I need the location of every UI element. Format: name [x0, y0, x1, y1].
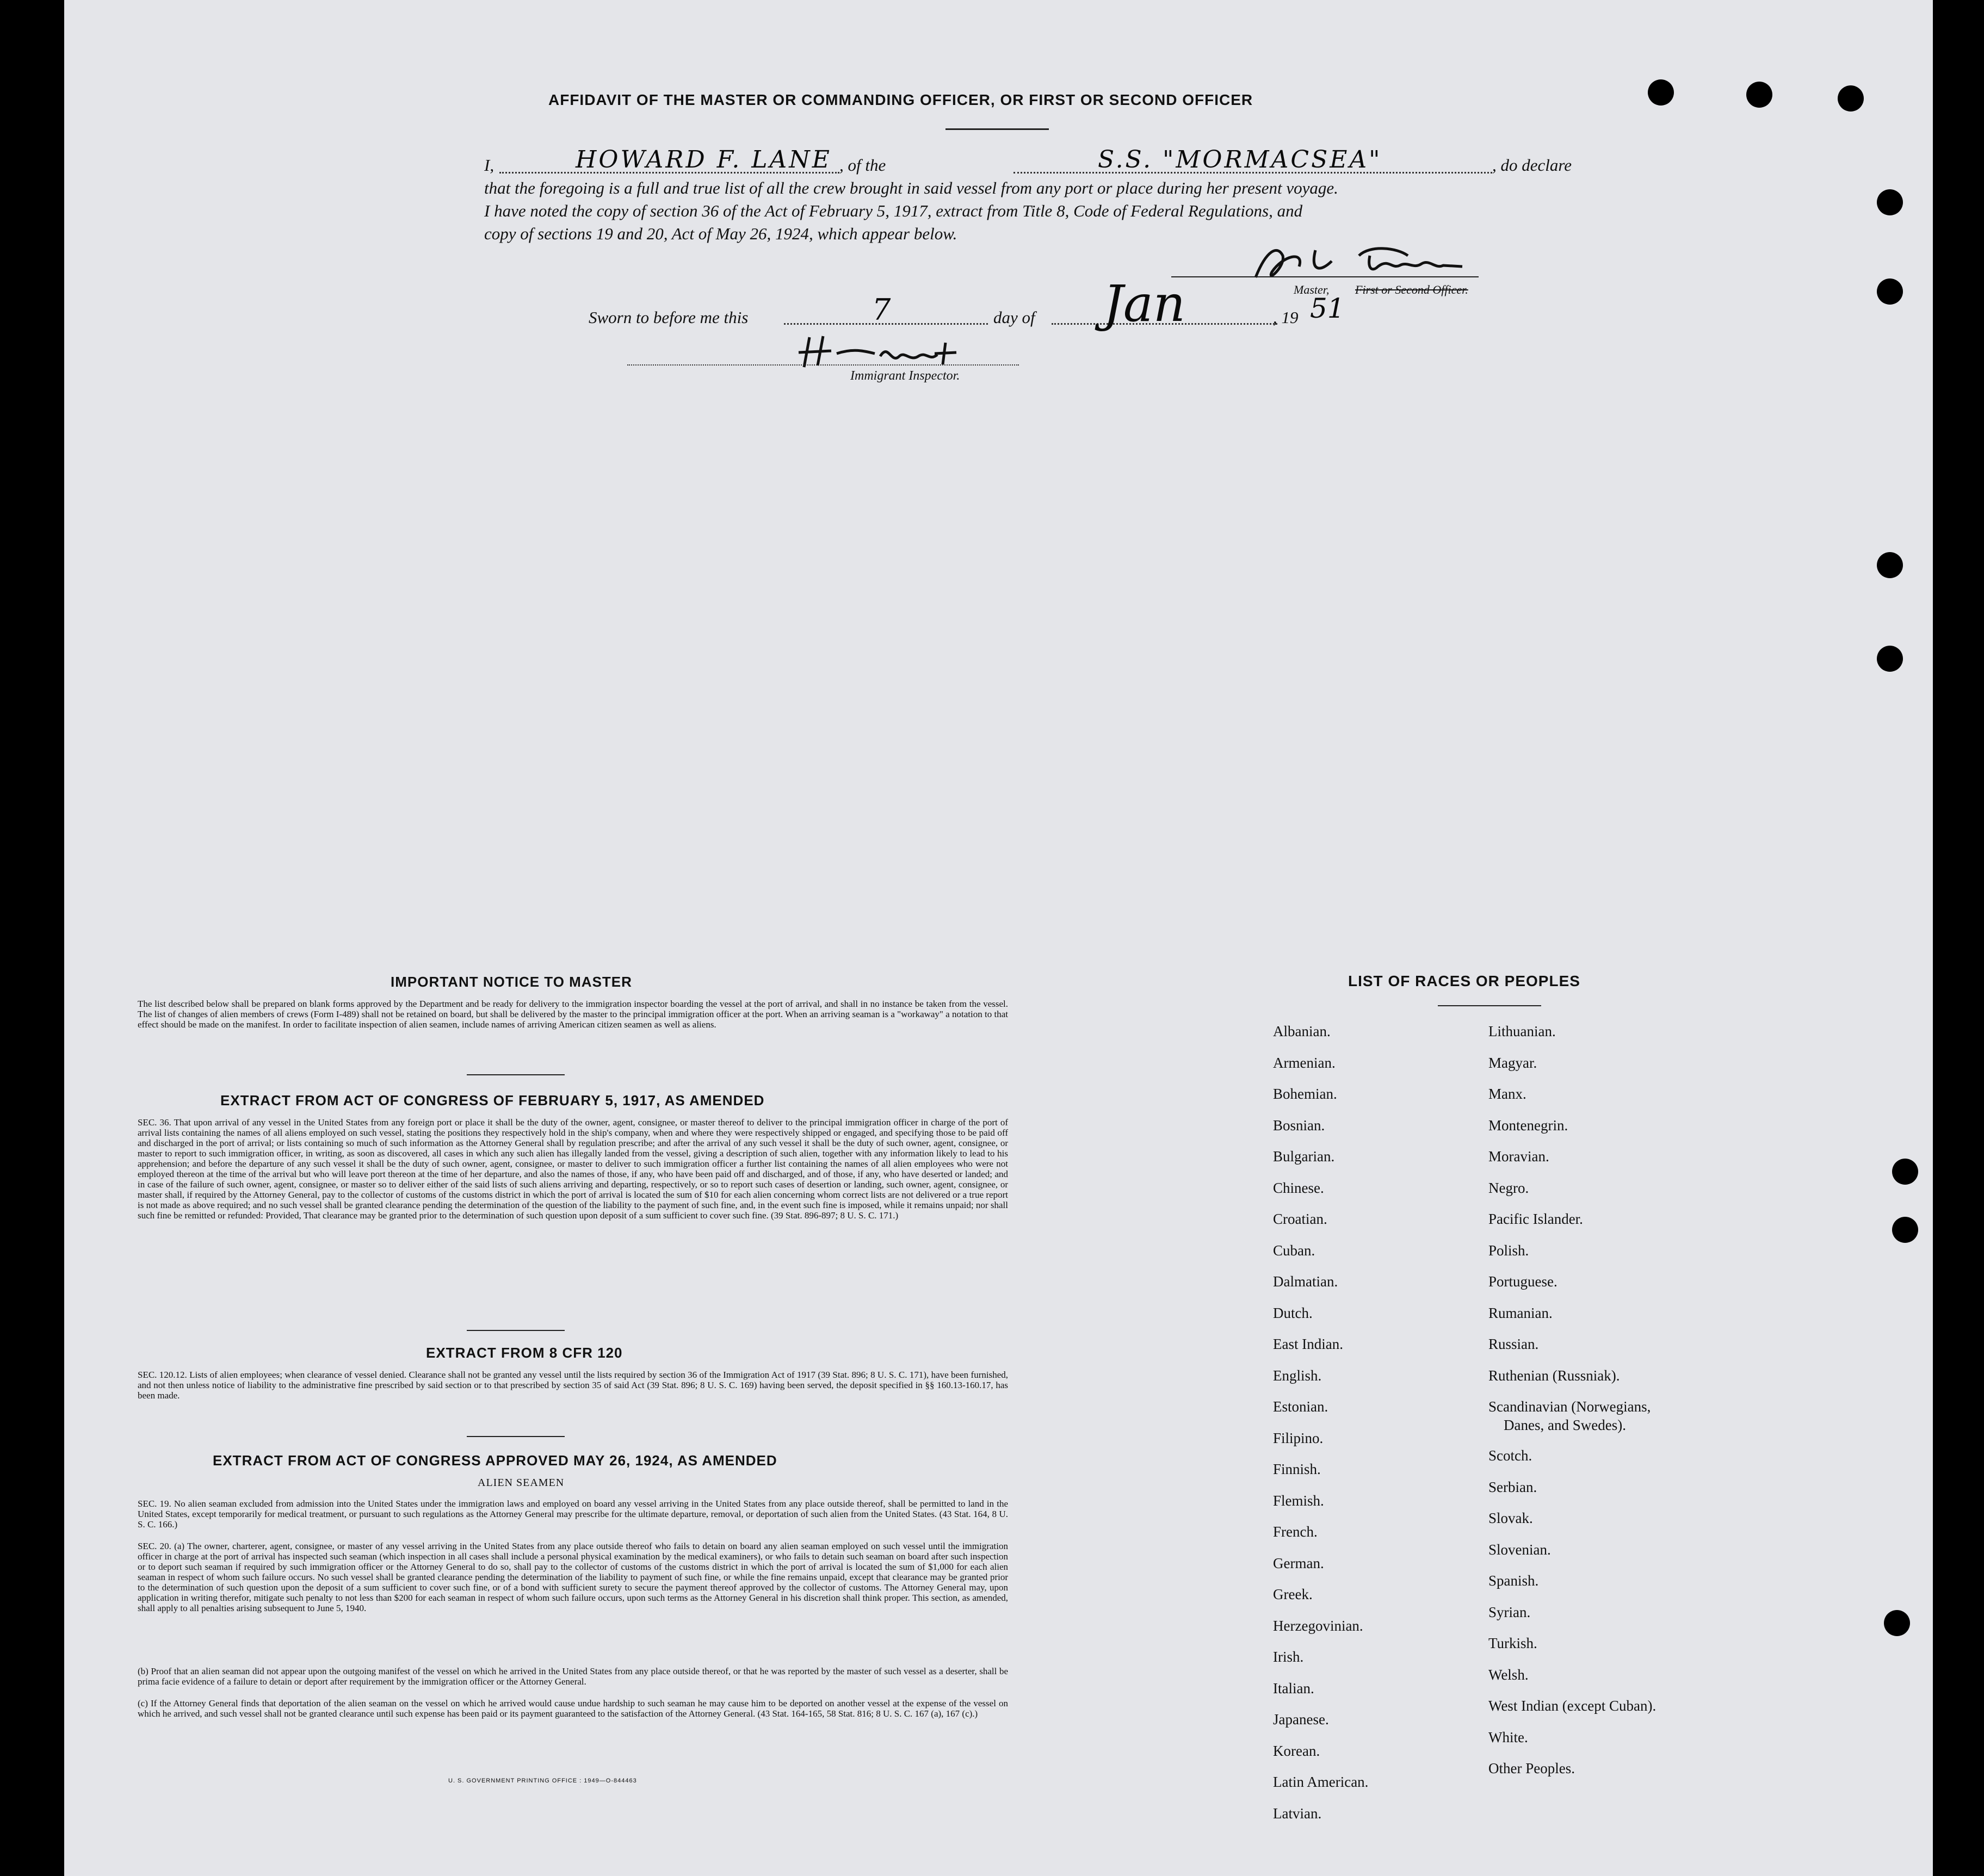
extract-1924-sec20c: (c) If the Attorney General finds that deportation of the alien seaman on the vessel on which he arrived would cause undue hardship to such seaman he may cause him to be deported on another vessel at the expense of the vessel on which he arrived, and such vessel shall not be granted clearance until such expense has been paid or its payment guaranteed to the satisfaction of the Attorney General. (43 Stat. 164-165, 58 Stat. 816; 8 U. S. C. 167 (a), 167 (c).): [138, 1698, 1008, 1719]
race-list-item: Manx.: [1488, 1086, 1526, 1102]
punch-hole: [1838, 85, 1864, 112]
punch-hole: [1877, 189, 1903, 215]
printer-imprint: U. S. GOVERNMENT PRINTING OFFICE : 1949—O-844463: [448, 1778, 637, 1784]
extract-cfr-rule: [467, 1436, 565, 1437]
race-list-item: White.: [1488, 1729, 1528, 1745]
extract-1924-subtitle: ALIEN SEAMEN: [478, 1477, 565, 1489]
sworn-month-handwritten: Jan: [1103, 275, 1185, 333]
race-list-item: Latin American.: [1273, 1774, 1369, 1790]
master-title-label: Master,: [1294, 283, 1330, 296]
race-list-item: Spanish.: [1488, 1572, 1539, 1589]
race-list-item: Italian.: [1273, 1680, 1314, 1697]
race-list-item: Montenegrin.: [1488, 1117, 1568, 1134]
race-list-item: Estonian.: [1273, 1398, 1328, 1415]
race-list-item: Slovenian.: [1488, 1541, 1551, 1558]
race-list-item: Pacific Islander.: [1488, 1211, 1583, 1227]
of-the-label: , of the: [839, 156, 886, 175]
races-rule: [1438, 1005, 1541, 1006]
race-list-item: Filipino.: [1273, 1429, 1324, 1446]
inspector-signature-line: [627, 364, 1019, 366]
notice-body: The list described below shall be prepared on blank forms approved by the Department and be ready for delivery to the immigration inspector boarding the vessel at the port of arrival, and shall in no instance be taken from the vessel. The list of changes of alien members of crews (Form I-489) shall not be retained on board, but shall be delivered by the master to the principal immigration officer at the port. When an arriving seaman is a "workaway" a notation to that effect should be made on the manifest. In order to facilitate inspection of alien seamen, include names of arriving American citizen seamen as well as aliens.: [138, 999, 1008, 1030]
inspector-title: Immigrant Inspector.: [850, 369, 960, 383]
notice-title: IMPORTANT NOTICE TO MASTER: [391, 974, 632, 990]
race-list-item: Russian.: [1488, 1336, 1539, 1352]
sworn-year-handwritten: 51: [1310, 293, 1345, 324]
extract-cfr-title: EXTRACT FROM 8 CFR 120: [426, 1345, 623, 1361]
affidavit-title: AFFIDAVIT OF THE MASTER OR COMMANDING OFFICER, OR FIRST OR SECOND OFFICER: [548, 91, 1253, 108]
race-list-item: Magyar.: [1488, 1054, 1537, 1071]
title-rule: [945, 128, 1049, 130]
affidavit-line-2: that the foregoing is a full and true list of all the crew brought in said vessel from any port or place during her present voyage.: [484, 178, 1338, 197]
race-list-item: German.: [1273, 1555, 1324, 1571]
race-list-item: Bohemian.: [1273, 1086, 1337, 1102]
struck-officer-title: First or Second Officer.: [1355, 283, 1468, 296]
race-list-item: Polish.: [1488, 1242, 1529, 1259]
races-title: LIST OF RACES OR PEOPLES: [1348, 973, 1580, 989]
sworn-day-handwritten: 7: [872, 293, 891, 327]
race-list-item: West Indian (except Cuban).: [1488, 1698, 1657, 1714]
punch-hole: [1892, 1217, 1918, 1243]
year-prefix: , 19: [1273, 308, 1299, 327]
extract-1917-body: SEC. 36. That upon arrival of any vessel in the United States from any foreign port or place it shall be the duty of the owner, agent, consignee, or master thereof to deliver to the principal immigration officer in charge of the port of arrival lists containing the names of all aliens employed on such vessel, stating the positions they respectively hold in the ship's company, when and where they were respectively shipped or engaged, and specifying those to be paid off and discharged in the port of arrival; or lists containing so much of such information as the Attorney General shall by regulation prescribe; and after the arrival of any such vessel it shall be the duty of such owner, agent, consignee, or master to report to such immigration officer, in writing, as soon as discovered, all cases in which any such alien has illegally landed from the vessel, giving a description of such alien, together with any information likely to lead to his apprehension; and before the departure of any such vessel it shall be the duty of such owner, agent, consignee, or master to deliver to such immigration officer a further list containing the names of all alien employees who were not employed thereon at the time of the arrival but who will leave port thereon at the time of her departure, and also the names of those, if any, who have been paid off and discharged, and of those, if any, who have deserted or landed; and in case of the failure of such owner, agent, consignee, or master so to deliver either of the said lists of such aliens arriving and departing, respectively, or so to report such cases of desertion or landing, such owner, agent, consignee, or master shall, if required by the Attorney General, pay to the collector of customs of the customs district in which the port of arrival is located the sum of $10 for each alien concerning whom correct lists are not delivered or a true report is not made as above required; and no such vessel shall be granted clearance pending the determination of the question of the liability to the payment of such fine, and, in the event such fine is imposed, while it remains unpaid; nor shall such fine be remitted or refunded: Provided, That clearance may be granted prior to the determination of such question upon deposit of a sum sufficient to cover such fine. (39 Stat. 896-897; 8 U. S. C. 171.): [138, 1117, 1008, 1221]
race-list-item: Armenian.: [1273, 1054, 1336, 1071]
race-list-item: English.: [1273, 1367, 1322, 1384]
extract-cfr-body: SEC. 120.12. Lists of alien employees; when clearance of vessel denied. Clearance shall not be granted any vessel until the lists required by section 36 of the Immigration Act of 1917 (39 Stat. 896; 8 U. S. C. 171), have been furnished, and not then unless notice of liability to the administrative fine prescribed by said section or to that prescribed by section 35 of said Act (39 Stat. 896; 8 U. S. C. 169) having been served, the deposit specified in §§ 160.13-160.17, has been made.: [138, 1370, 1008, 1401]
race-list-item: Irish.: [1273, 1649, 1304, 1665]
race-list-item: Negro.: [1488, 1179, 1529, 1196]
race-list-item: Finnish.: [1273, 1461, 1321, 1477]
do-declare-label: , do declare: [1492, 156, 1572, 175]
race-list-item: Rumanian.: [1488, 1304, 1553, 1321]
race-list-item: Dalmatian.: [1273, 1273, 1338, 1290]
race-list-item: Latvian.: [1273, 1805, 1322, 1822]
races-right-column: [1488, 1016, 1656, 1785]
punch-hole: [1892, 1159, 1918, 1185]
race-list-item: Bulgarian.: [1273, 1148, 1335, 1165]
affidavit-line-3: I have noted the copy of section 36 of the Act of February 5, 1917, extract from Title 8, Code of Federal Regulations, and: [484, 201, 1303, 220]
affidavit-line-4: copy of sections 19 and 20, Act of May 26, 1924, which appear below.: [484, 224, 957, 243]
master-name-handwritten: HOWARD F. LANE: [576, 146, 832, 174]
punch-hole: [1648, 79, 1674, 106]
race-list-item: Japanese.: [1273, 1711, 1329, 1728]
race-list-item: Welsh.: [1488, 1666, 1529, 1683]
sworn-label: Sworn to before me this: [589, 308, 749, 327]
vessel-name-handwritten: S.S. "MORMACSEA": [1098, 146, 1382, 174]
extract-1924-sec19: SEC. 19. No alien seaman excluded from admission into the United States under the immigration laws and employed on board any vessel arriving in the United States from any place outside thereof, shall be permitted to land in the United States, except temporarily for medical treatment, or pursuant to such regulations as the Attorney General may prescribe for the ultimate departure, removal, or deportation of such alien from the United States. (43 Stat. 164, 8 U. S. C. 166.): [138, 1499, 1008, 1530]
race-list-item: Cuban.: [1273, 1242, 1315, 1259]
race-list-item: Albanian.: [1273, 1023, 1331, 1039]
race-list-item: Ruthenian (Russniak).: [1488, 1367, 1620, 1384]
race-list-item: Herzegovinian.: [1273, 1617, 1363, 1634]
race-list-item: Lithuanian.: [1488, 1023, 1556, 1039]
race-list-item: Greek.: [1273, 1586, 1313, 1602]
race-list-item: Dutch.: [1273, 1304, 1313, 1321]
day-of-label: day of: [993, 308, 1035, 327]
race-list-item: Serbian.: [1488, 1478, 1537, 1495]
race-list-item: Scandinavian (Norwegians,: [1488, 1398, 1651, 1415]
race-list-item: Bosnian.: [1273, 1117, 1325, 1134]
race-list-item: East Indian.: [1273, 1336, 1343, 1352]
race-list-item: Turkish.: [1488, 1635, 1537, 1651]
race-list-item: Chinese.: [1273, 1179, 1324, 1196]
race-list-item: Scotch.: [1488, 1447, 1532, 1464]
affidavit-i-label: I,: [484, 156, 495, 175]
extract-1924-sec20a: SEC. 20. (a) The owner, charterer, agent, consignee, or master of any vessel arriving in the United States from any place outside thereof who fails to detain on board any alien seaman employed on such vessel until the immigration officer in charge at the port of arrival has inspected such seaman (which inspection in all cases shall include a personal physical examination by the medical examiners), or who fails to detain such seaman on board after such inspection or to deport such seaman if required by such immigration officer or the Attorney General to do so, shall pay to the collector of customs of the customs district in which the port of arrival is located the sum of $1,000 for each alien seaman in respect of whom such failure occurs. No such vessel shall be granted clearance pending the determination of the liability to payment of such fine, or while the fine remains unpaid, except that clearance may be granted prior to the determination of such question upon the deposit of a sum sufficient to cover such fine, or of a bond with sufficient surety to secure the payment thereof approved by the collector of customs. The Attorney General may, upon application in writing therefor, mitigate such penalty to not less than $200 for each seaman in respect of whom such failure occurs, upon such terms as the Attorney General in his discretion shall think proper. This section, as amended, shall apply to all penalties arising subsequent to June 5, 1940.: [138, 1541, 1008, 1613]
master-signature-line: [1171, 276, 1479, 277]
extract-1924-title: EXTRACT FROM ACT OF CONGRESS APPROVED MAY 26, 1924, AS AMENDED: [213, 1452, 777, 1469]
punch-hole: [1884, 1610, 1910, 1636]
race-list-item: Danes, and Swedes).: [1504, 1417, 1626, 1433]
race-list-item: Slovak.: [1488, 1510, 1533, 1526]
race-list-item: Flemish.: [1273, 1492, 1324, 1509]
race-list-item: French.: [1273, 1524, 1318, 1540]
notice-rule: [467, 1074, 565, 1075]
race-list-item: Croatian.: [1273, 1211, 1327, 1227]
extract-1924-sec20b: (b) Proof that an alien seaman did not appear upon the outgoing manifest of the vessel on which he arrived in the United States from any place outside thereof, or that he was reported by the master of such vessel as a deserter, shall be prima facie evidence of a failure to detain or deport after requirement by the immigration officer or the Attorney General.: [138, 1666, 1008, 1687]
race-list-item: Other Peoples.: [1488, 1760, 1575, 1776]
document-page: [64, 0, 1933, 1876]
punch-hole: [1877, 646, 1903, 672]
race-list-item: Korean.: [1273, 1742, 1320, 1759]
race-list-item: Syrian.: [1488, 1603, 1531, 1620]
punch-hole: [1746, 82, 1772, 108]
race-list-item: Portuguese.: [1488, 1273, 1557, 1290]
races-left-column: [1273, 1016, 1368, 1829]
race-list-item: Moravian.: [1488, 1148, 1549, 1165]
extract-1917-rule: [467, 1330, 565, 1331]
punch-hole: [1877, 278, 1903, 305]
extract-1917-title: EXTRACT FROM ACT OF CONGRESS OF FEBRUARY 5, 1917, AS AMENDED: [220, 1092, 765, 1109]
punch-hole: [1877, 552, 1903, 578]
